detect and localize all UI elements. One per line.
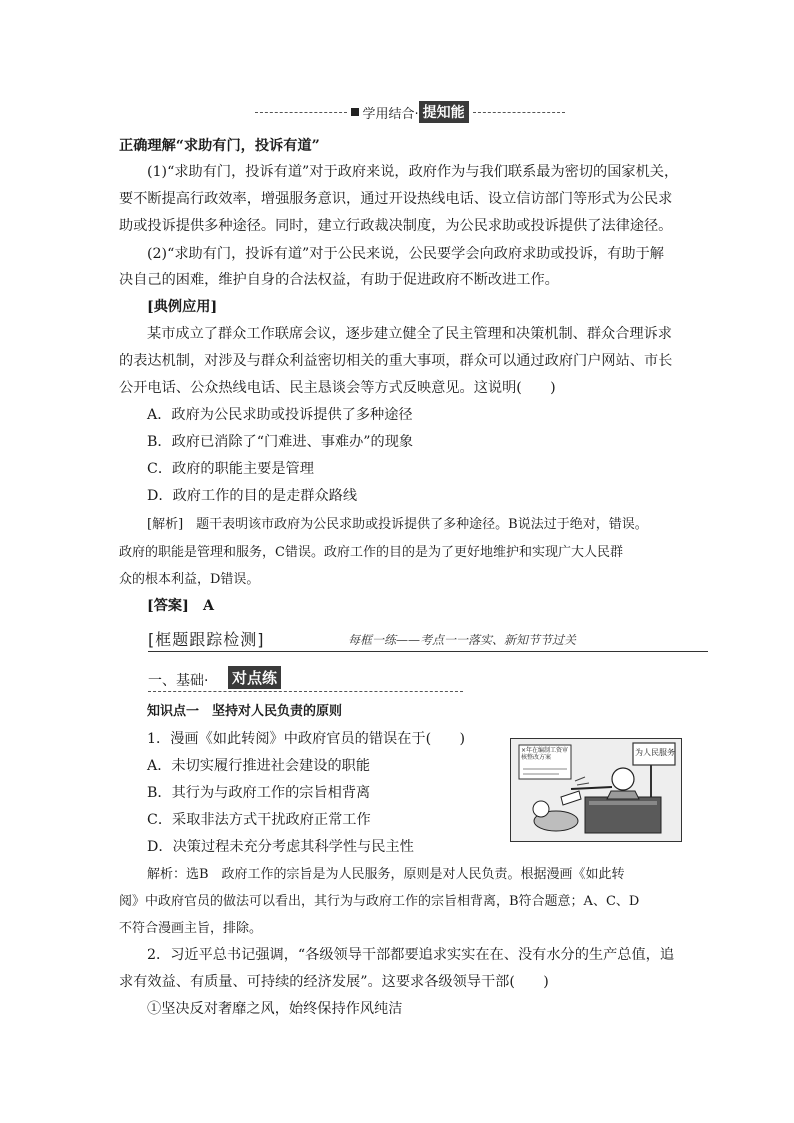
question-stem: 2．习近平总书记强调，“各级领导干部都要追求实实在在、没有水分的生产总值，追 [147,947,675,963]
option-c: C．采取非法方式干扰政府正常工作 [147,812,371,828]
option-c: C．政府的职能主要是管理 [147,461,314,477]
cartoon-illustration [510,738,682,842]
paragraph-line: 要不断提高行政效率，增强服务意识，通过开设热线电话、设立信访部门等形式为公民求 [119,191,673,207]
track-test-subtitle: 每框一练——考点一一落实、新知节节过关 [348,633,577,647]
basic-header-boxed: 对点练 [228,666,281,689]
option-b: B．其行为与政府工作的宗旨相背离 [147,785,371,801]
divider [255,112,347,113]
knowledge-point: 知识点一 坚持对人民负责的原则 [147,704,343,719]
section-header [255,100,565,124]
cartoon-document-text: ×年在编制工资审核整改方案 [521,747,569,761]
analysis-line: 政府的职能是管理和服务，C错误。政府工作的目的是为了更好地维护和实现广大人民群 [119,545,623,560]
option-d: D．政府工作的目的是走群众路线 [147,488,358,504]
option-a: A．未切实履行推进社会建设的职能 [147,758,371,774]
example-label: [典例应用] [147,299,218,315]
analysis-line: [解析] 题干表明该市政府为公民求助或投诉提供了多种途径。B说法过于绝对，错误。 [147,517,648,532]
section-header-boxed: 提知能 [419,101,469,123]
analysis-line: 解析：选B 政府工作的宗旨是为人民服务，原则是对人民负责。根据漫画《如此转 [147,867,625,882]
question-line: 某市成立了群众工作联席会议，逐步建立健全了民主管理和决策机制、群众合理诉求 [147,326,672,342]
paragraph-line: (2)“求助有门，投诉有道”对于公民来说，公民要学会向政府求助或投诉，有助于解 [147,246,664,262]
section-header-prefix: 学用结合· [362,106,419,122]
option-a: A．政府为公民求助或投诉提供了多种途径 [147,407,413,423]
square-bullet-icon [351,108,359,116]
paragraph-line: 助或投诉提供多种途径。同时，建立行政裁决制度，为公民求助或投诉提供了法律途径。 [119,218,673,234]
question-line: 公开电话、公众热线电话、民主恳谈会等方式反映意见。这说明( ) [119,380,556,396]
question-line: 的表达机制，对涉及与群众利益密切相关的重大事项，群众可以通过政府门户网站、市长 [119,353,673,369]
analysis-line: 阅》中政府官员的做法可以看出，其行为与政府工作的宗旨相背离，B符合题意；A、C、D [119,894,640,909]
topic-title: 正确理解“求助有门，投诉有道” [119,138,320,154]
basic-header-prefix: 一、基础· [148,673,209,689]
analysis-line: 众的根本利益，D错误。 [119,572,260,587]
question-stem: 求有效益、有质量、可持续的经济发展”。这要求各级领导干部( ) [119,974,549,990]
basic-practice-header [148,665,463,692]
question-stem: 1．漫画《如此转阅》中政府官员的错误在于( ) [147,731,466,747]
option-b: B．政府已消除了“门难进、事难办”的现象 [147,434,414,450]
statement-item: ①坚决反对奢靡之风，始终保持作风纯洁 [147,1001,403,1017]
option-d: D．决策过程未充分考虑其科学性与民主性 [147,839,414,855]
answer-line: [答案] A [147,598,214,614]
track-test-bar [148,627,708,652]
analysis-line: 不符合漫画主旨，排除。 [119,921,263,936]
paragraph-line: 决自己的困难，维护自身的合法权益，有助于促进政府不断改进工作。 [119,272,559,288]
cartoon-sign-text: 为人民服务 [635,748,675,757]
track-test-title: [框题跟踪检测] [148,630,265,649]
paragraph-line: (1)“求助有门，投诉有道”对于政府来说，政府作为与我们联系最为密切的国家机关， [147,164,679,180]
divider [473,112,565,113]
